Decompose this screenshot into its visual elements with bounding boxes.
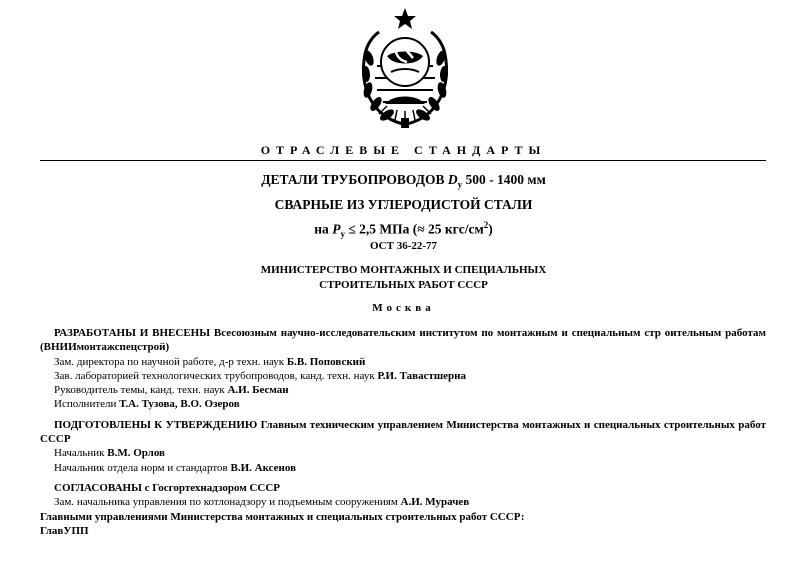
- agreed-paragraph: СОГЛАСОВАНЫ с Госгортехнадзором СССР: [54, 481, 281, 494]
- emblem-icon: [357, 6, 453, 132]
- prepared-paragraph: ПОДГОТОВЛЕНЫ К УТВЕРЖДЕНИЮ Главным техническим управлением Министерства монтажных и специальных строительных работ СССР: [40, 418, 766, 446]
- agreed-person: Зам. начальника управления по котлонадзору и подъемным сооружениям А.И. Мурачев: [54, 496, 470, 509]
- developed-person: Зав. лабораторией технологических трубопроводов, канд. техн. наук Р.И. Тавастшерна: [54, 369, 467, 382]
- prepared-person: Начальник В.М. Орлов: [54, 447, 165, 460]
- city: Москва: [372, 302, 435, 314]
- title-line-1: ДЕТАЛИ ТРУБОПРОВОДОВ $D_y$ 500 - 1400 мм: [261, 172, 546, 190]
- developed-person: Зам. директора по научной работе, д-р техн. наук Б.В. Поповский: [54, 355, 366, 368]
- prepared-person: Начальник отдела норм и стандартов В.И. Аксенов: [54, 461, 297, 474]
- document-code: ОСТ 36-22-77: [369, 240, 438, 252]
- developed-paragraph: РАЗРАБОТАНЫ И ВНЕСЕНЫ Всесоюзным научно-исследовательским институтом по монтажным и специальным стр оительным работам (ВНИИмонтажспецстрой): [40, 327, 766, 354]
- ministry-name: МИНИСТЕРСТВО МОНТАЖНЫХ И СПЕЦИАЛЬНЫХ СТРОИТЕЛЬНЫХ РАБОТ СССР: [260, 264, 547, 291]
- developed-person: Руководитель темы, канд. техн. наук А.И. Бесман: [54, 384, 289, 397]
- divider-line: [40, 160, 766, 161]
- title-line-2: СВАРНЫЕ ИЗ УГЛЕРОДИСТОЙ СТАЛИ: [274, 196, 533, 212]
- state-emblem: [357, 6, 453, 132]
- title-line-3: на $P_y \le 2,5$ МПа (≈ 25 кгс/$см^2$): [314, 219, 493, 239]
- agreed-extra-line: Главными управлениями Министерства монтажных и специальных строительных работ СССР:: [40, 510, 525, 523]
- agreed-extra-line: ГлавУПП: [40, 524, 89, 537]
- developed-person: Исполнители Т.А. Тузова, В.О. Озеров: [54, 398, 240, 411]
- document-body: [40, 326, 766, 538]
- series-title: ОТРАСЛЕВЫЕ СТАНДАРТЫ: [260, 143, 547, 157]
- document-title: [0, 170, 807, 244]
